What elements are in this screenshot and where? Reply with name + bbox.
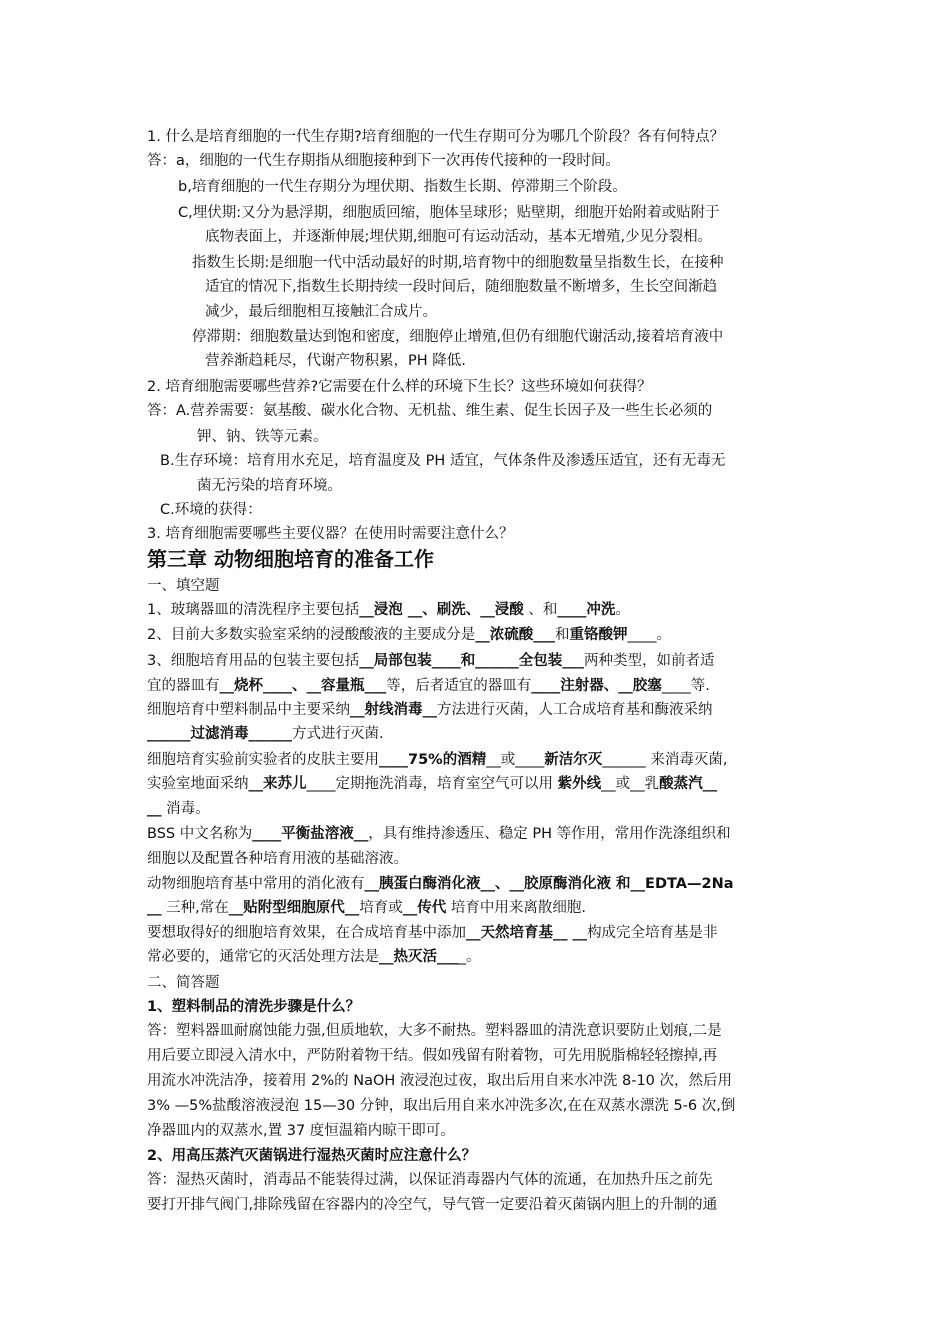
fill-line-10: BSS 中文名称为____平衡盐溶液__，具有维持渗透压、稳定 PH 等作用，常用作洗涤组织和 (147, 826, 731, 842)
answer-1d-cont1: 适宜的情况下,指数生长期持续一段时间后，随细胞数量不断增多，生长空间渐趋 (205, 279, 718, 295)
section-answer-title: 二、简答题 (147, 975, 220, 991)
answer-2b-cont: 菌无污染的培育环境。 (197, 478, 342, 494)
short-question-1: 1、塑料制品的清洗步骤是什么？ (147, 999, 361, 1015)
answer-1c: C,埋伏期:又分为悬浮期，细胞质回缩，胞体呈球形；贴壁期，细胞开始附着或贴附于 (178, 205, 720, 221)
fill-line-9: __ 消毒。 (147, 801, 210, 817)
answer-1d-cont2: 减少，最后细胞相互接触汇合成片。 (205, 304, 437, 320)
answer-1e-cont: 营养渐趋耗尽，代谢产物积累，PH 降低. (205, 353, 466, 369)
question-3: 3. 培育细胞需要哪些主要仪器？在使用时需要注意什么？ (147, 526, 514, 542)
section-fill-title: 一、填空题 (147, 578, 220, 594)
short-answer-1-line: 用流水冲洗洁净，接着用 2%的 NaOH 液浸泡过夜，取出后用自来水冲洗 8-10 次，然后用 (147, 1073, 733, 1089)
fill-line-1: 1、玻璃器皿的清洗程序主要包括__浸泡 __、刷洗、__浸酸 、和____冲洗。 (147, 602, 630, 618)
answer-2b: B.生存环境：培育用水充足，培育温度及 PH 适宜，气体条件及渗透压适宜，还有无毒无 (160, 453, 726, 469)
fill-line-3: 3、细胞培育用品的包装主要包括__局部包装____和______全包装___两种类型，如前者适 (147, 653, 715, 669)
fill-line-2: 2、目前大多数实验室采纳的浸酸酸液的主要成分是__浓硫酸___和重铬酸钾____。 (147, 627, 671, 643)
answer-1a: 答：a，细胞的一代生存期指从细胞接种到下一次再传代接种的一段时间。 (147, 153, 620, 169)
short-answer-1-line: 3% —5%盐酸溶液浸泡 15—30 分钟，取出后用自来水冲洗多次,在在双蒸水漂洗 5-6 次,倒 (147, 1098, 736, 1114)
fill-line-4: 宜的器皿有__烧杯____、__容量瓶___等，后者适宜的器皿有____注射器、__胶塞____等. (147, 678, 710, 694)
fill-line-8: 实验室地面采纳__来苏儿____定期拖洗消毒，培育室空气可以用 紫外线__或__乳酸蒸汽__ (147, 776, 718, 792)
short-answer-1-line: 答：塑料器皿耐腐蚀能力强,但质地软，大多不耐热。塑料器皿的清洗意识要防止划痕,二是 (147, 1023, 722, 1039)
short-answer-2-line: 答：湿热灭菌时，消毒品不能装得过满，以保证消毒器内气体的流通，在加热升压之前先 (147, 1172, 713, 1188)
short-answer-1-line: 用后要立即浸入清水中，严防附着物干结。假如残留有附着物，可先用脱脂棉轻轻擦掉,再 (147, 1048, 718, 1064)
answer-2a-cont: 钾、钠、铁等元素。 (197, 429, 328, 445)
fill-line-11: 细胞以及配置各种培育用液的基础溶液。 (147, 851, 408, 867)
answer-1c-cont: 底物表面上，并逐渐伸展;埋伏期,细胞可有运动活动，基本无增殖,少见分裂相。 (205, 229, 713, 245)
chapter-title: 第三章 动物细胞培育的准备工作 (147, 547, 434, 571)
answer-2a: 答：A.营养需要：氨基酸、碳水化合物、无机盐、维生素、促生长因子及一些生长必须的 (147, 403, 713, 419)
fill-line-7: 细胞培育实验前实验者的皮肤主要用____75%的酒精__或____新洁尔灭______ 来消毒灭菌, (147, 752, 728, 768)
question-1: 1. 什么是培育细胞的一代生存期?培育细胞的一代生存期可分为哪几个阶段？各有何特点？ (147, 129, 725, 145)
answer-1d: 指数生长期:是细胞一代中活动最好的时期,培育物中的细胞数量呈指数生长，在接种 (192, 255, 724, 271)
answer-1e: 停滞期：细胞数量达到饱和密度，细胞停止增殖,但仍有细胞代谢活动,接着培育液中 (192, 329, 724, 345)
fill-line-6: ______过滤消毒______方式进行灭菌. (147, 726, 384, 742)
answer-2c: C.环境的获得： (160, 502, 262, 518)
fill-line-13: __ 三种,常在__贴附型细胞原代__培育或__传代 培育中用来离散细胞. (147, 900, 586, 916)
short-question-2: 2、用高压蒸汽灭菌锅进行湿热灭菌时应注意什么？ (147, 1148, 477, 1164)
fill-line-12: 动物细胞培育基中常用的消化液有__胰蛋白酶消化液__、__胶原酶消化液 和__EDTA—2Na (147, 876, 734, 892)
answer-1b: b,培育细胞的一代生存期分为埋伏期、指数生长期、停滞期三个阶段。 (178, 179, 627, 195)
short-answer-1-line: 净器皿内的双蒸水,置 37 度恒温箱内晾干即可。 (147, 1123, 455, 1139)
fill-line-14: 要想取得好的细胞培育效果，在合成培育基中添加__天然培育基__ __构成完全培育基是非 (147, 925, 718, 941)
short-answer-2-line: 要打开排气阀门,排除残留在容器内的冷空气，导气管一定要沿着灭菌锅内胆上的升制的通 (147, 1197, 718, 1213)
question-2: 2. 培育细胞需要哪些营养?它需要在什么样的环境下生长？这些环境如何获得？ (147, 379, 652, 395)
fill-line-5: 细胞培育中塑料制品中主要采纳__射线消毒__方法进行灭菌，人工合成培育基和酶液采纳 (147, 702, 713, 718)
fill-line-15: 常必要的，通常它的灭活处理方法是__热灭活____。 (147, 949, 481, 965)
